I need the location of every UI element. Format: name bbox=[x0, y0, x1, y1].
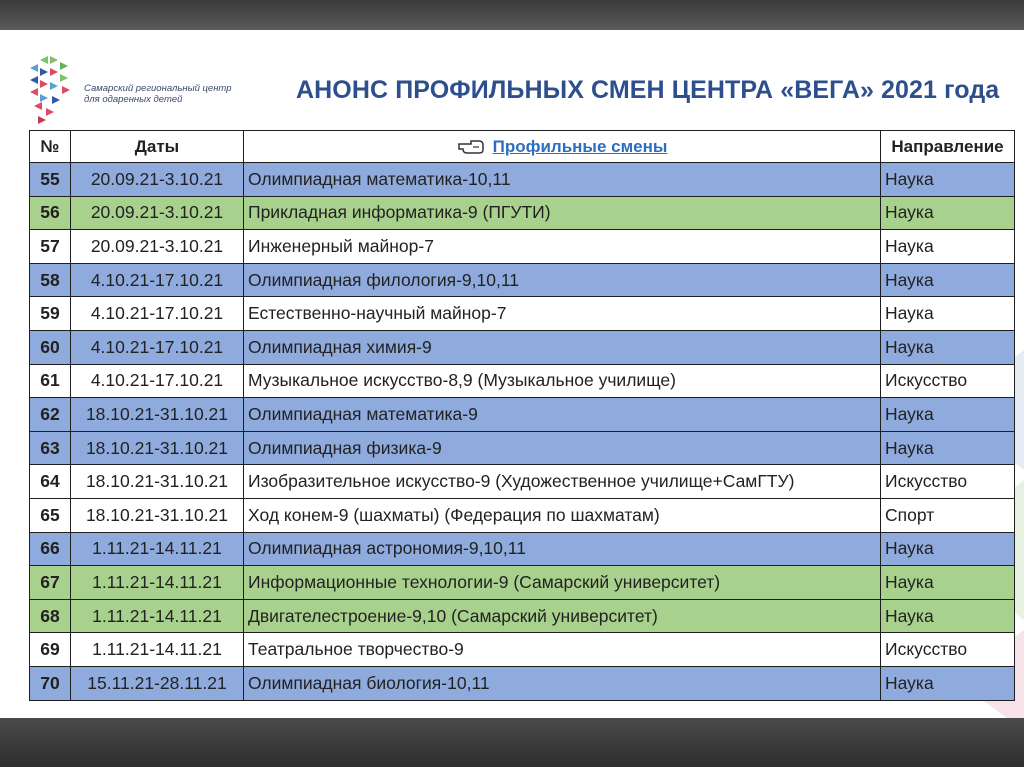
row-number: 59 bbox=[30, 297, 71, 331]
row-dates: 18.10.21-31.10.21 bbox=[71, 398, 244, 432]
row-number: 68 bbox=[30, 599, 71, 633]
row-dates: 18.10.21-31.10.21 bbox=[71, 498, 244, 532]
col-header-direction: Направление bbox=[881, 131, 1015, 163]
row-number: 66 bbox=[30, 532, 71, 566]
row-dates: 18.10.21-31.10.21 bbox=[71, 431, 244, 465]
row-number: 58 bbox=[30, 263, 71, 297]
table-row bbox=[30, 532, 1015, 566]
row-number: 55 bbox=[30, 163, 71, 197]
table-row bbox=[30, 666, 1015, 700]
row-number: 57 bbox=[30, 230, 71, 264]
row-dates: 20.09.21-3.10.21 bbox=[71, 163, 244, 197]
table-row bbox=[30, 230, 1015, 264]
row-direction: Наука bbox=[881, 398, 1015, 432]
table-row bbox=[30, 330, 1015, 364]
row-number: 61 bbox=[30, 364, 71, 398]
row-direction: Наука bbox=[881, 297, 1015, 331]
row-shift: Инженерный майнор-7 bbox=[244, 230, 881, 264]
row-shift: Музыкальное искусство-8,9 (Музыкальное училище) bbox=[244, 364, 881, 398]
table-row bbox=[30, 465, 1015, 499]
row-shift: Театральное творчество-9 bbox=[244, 633, 881, 667]
row-direction: Наука bbox=[881, 666, 1015, 700]
row-dates: 4.10.21-17.10.21 bbox=[71, 364, 244, 398]
table-row bbox=[30, 163, 1015, 197]
table-row bbox=[30, 263, 1015, 297]
col-header-dates: Даты bbox=[71, 131, 244, 163]
table-row bbox=[30, 633, 1015, 667]
window-top-frame bbox=[0, 0, 1024, 30]
table-row bbox=[30, 196, 1015, 230]
row-direction: Спорт bbox=[881, 498, 1015, 532]
row-shift: Олимпиадная химия-9 bbox=[244, 330, 881, 364]
org-name-line2: для одаренных детей bbox=[84, 94, 183, 105]
row-direction: Наука bbox=[881, 196, 1015, 230]
row-number: 67 bbox=[30, 566, 71, 600]
row-direction: Наука bbox=[881, 566, 1015, 600]
row-shift: Олимпиадная физика-9 bbox=[244, 431, 881, 465]
row-direction: Искусство bbox=[881, 364, 1015, 398]
org-name bbox=[84, 83, 254, 105]
row-direction: Наука bbox=[881, 230, 1015, 264]
page-title: АНОНС ПРОФИЛЬНЫХ СМЕН ЦЕНТРА «ВЕГА» 2021 года bbox=[296, 76, 1000, 104]
table-row bbox=[30, 431, 1015, 465]
vega-logo-icon bbox=[26, 56, 78, 126]
row-dates: 4.10.21-17.10.21 bbox=[71, 330, 244, 364]
col-header-shifts-label: Профильные смены bbox=[492, 136, 668, 156]
row-dates: 4.10.21-17.10.21 bbox=[71, 297, 244, 331]
row-direction: Наука bbox=[881, 532, 1015, 566]
row-shift: Прикладная информатика-9 (ПГУТИ) bbox=[244, 196, 881, 230]
row-direction: Наука bbox=[881, 431, 1015, 465]
row-number: 65 bbox=[30, 498, 71, 532]
row-number: 62 bbox=[30, 398, 71, 432]
row-shift: Изобразительное искусство-9 (Художественное училище+СамГТУ) bbox=[244, 465, 881, 499]
row-shift: Олимпиадная биология-10,11 bbox=[244, 666, 881, 700]
col-header-shifts bbox=[244, 131, 881, 163]
col-header-number: № bbox=[30, 131, 71, 163]
table-row bbox=[30, 398, 1015, 432]
row-dates: 1.11.21-14.11.21 bbox=[71, 599, 244, 633]
row-dates: 1.11.21-14.11.21 bbox=[71, 566, 244, 600]
row-direction: Искусство bbox=[881, 633, 1015, 667]
row-number: 56 bbox=[30, 196, 71, 230]
row-shift: Олимпиадная астрономия-9,10,11 bbox=[244, 532, 881, 566]
row-dates: 1.11.21-14.11.21 bbox=[71, 532, 244, 566]
org-name-line1: Самарский региональный центр bbox=[84, 83, 232, 94]
row-shift: Олимпиадная математика-10,11 bbox=[244, 163, 881, 197]
row-number: 60 bbox=[30, 330, 71, 364]
row-direction: Наука bbox=[881, 330, 1015, 364]
schedule-table bbox=[29, 130, 1015, 701]
row-dates: 1.11.21-14.11.21 bbox=[71, 633, 244, 667]
table-header-row bbox=[30, 131, 1015, 163]
row-number: 63 bbox=[30, 431, 71, 465]
window-bottom-frame bbox=[0, 718, 1024, 767]
table-row bbox=[30, 297, 1015, 331]
row-dates: 4.10.21-17.10.21 bbox=[71, 263, 244, 297]
row-shift: Информационные технологии-9 (Самарский университет) bbox=[244, 566, 881, 600]
row-shift: Олимпиадная математика-9 bbox=[244, 398, 881, 432]
table-row bbox=[30, 498, 1015, 532]
row-dates: 18.10.21-31.10.21 bbox=[71, 465, 244, 499]
row-number: 70 bbox=[30, 666, 71, 700]
row-direction: Наука bbox=[881, 163, 1015, 197]
row-dates: 15.11.21-28.11.21 bbox=[71, 666, 244, 700]
row-dates: 20.09.21-3.10.21 bbox=[71, 196, 244, 230]
row-number: 69 bbox=[30, 633, 71, 667]
row-direction: Наука bbox=[881, 599, 1015, 633]
row-dates: 20.09.21-3.10.21 bbox=[71, 230, 244, 264]
table-row bbox=[30, 364, 1015, 398]
row-number: 64 bbox=[30, 465, 71, 499]
table-row bbox=[30, 599, 1015, 633]
row-shift: Олимпиадная филология-9,10,11 bbox=[244, 263, 881, 297]
row-direction: Искусство bbox=[881, 465, 1015, 499]
table-row bbox=[30, 566, 1015, 600]
row-shift: Естественно-научный майнор-7 bbox=[244, 297, 881, 331]
slide bbox=[0, 30, 1024, 718]
row-shift: Двигателестроение-9,10 (Самарский университет) bbox=[244, 599, 881, 633]
pointing-hand-icon bbox=[457, 138, 487, 156]
row-shift: Ход конем-9 (шахматы) (Федерация по шахматам) bbox=[244, 498, 881, 532]
row-direction: Наука bbox=[881, 263, 1015, 297]
